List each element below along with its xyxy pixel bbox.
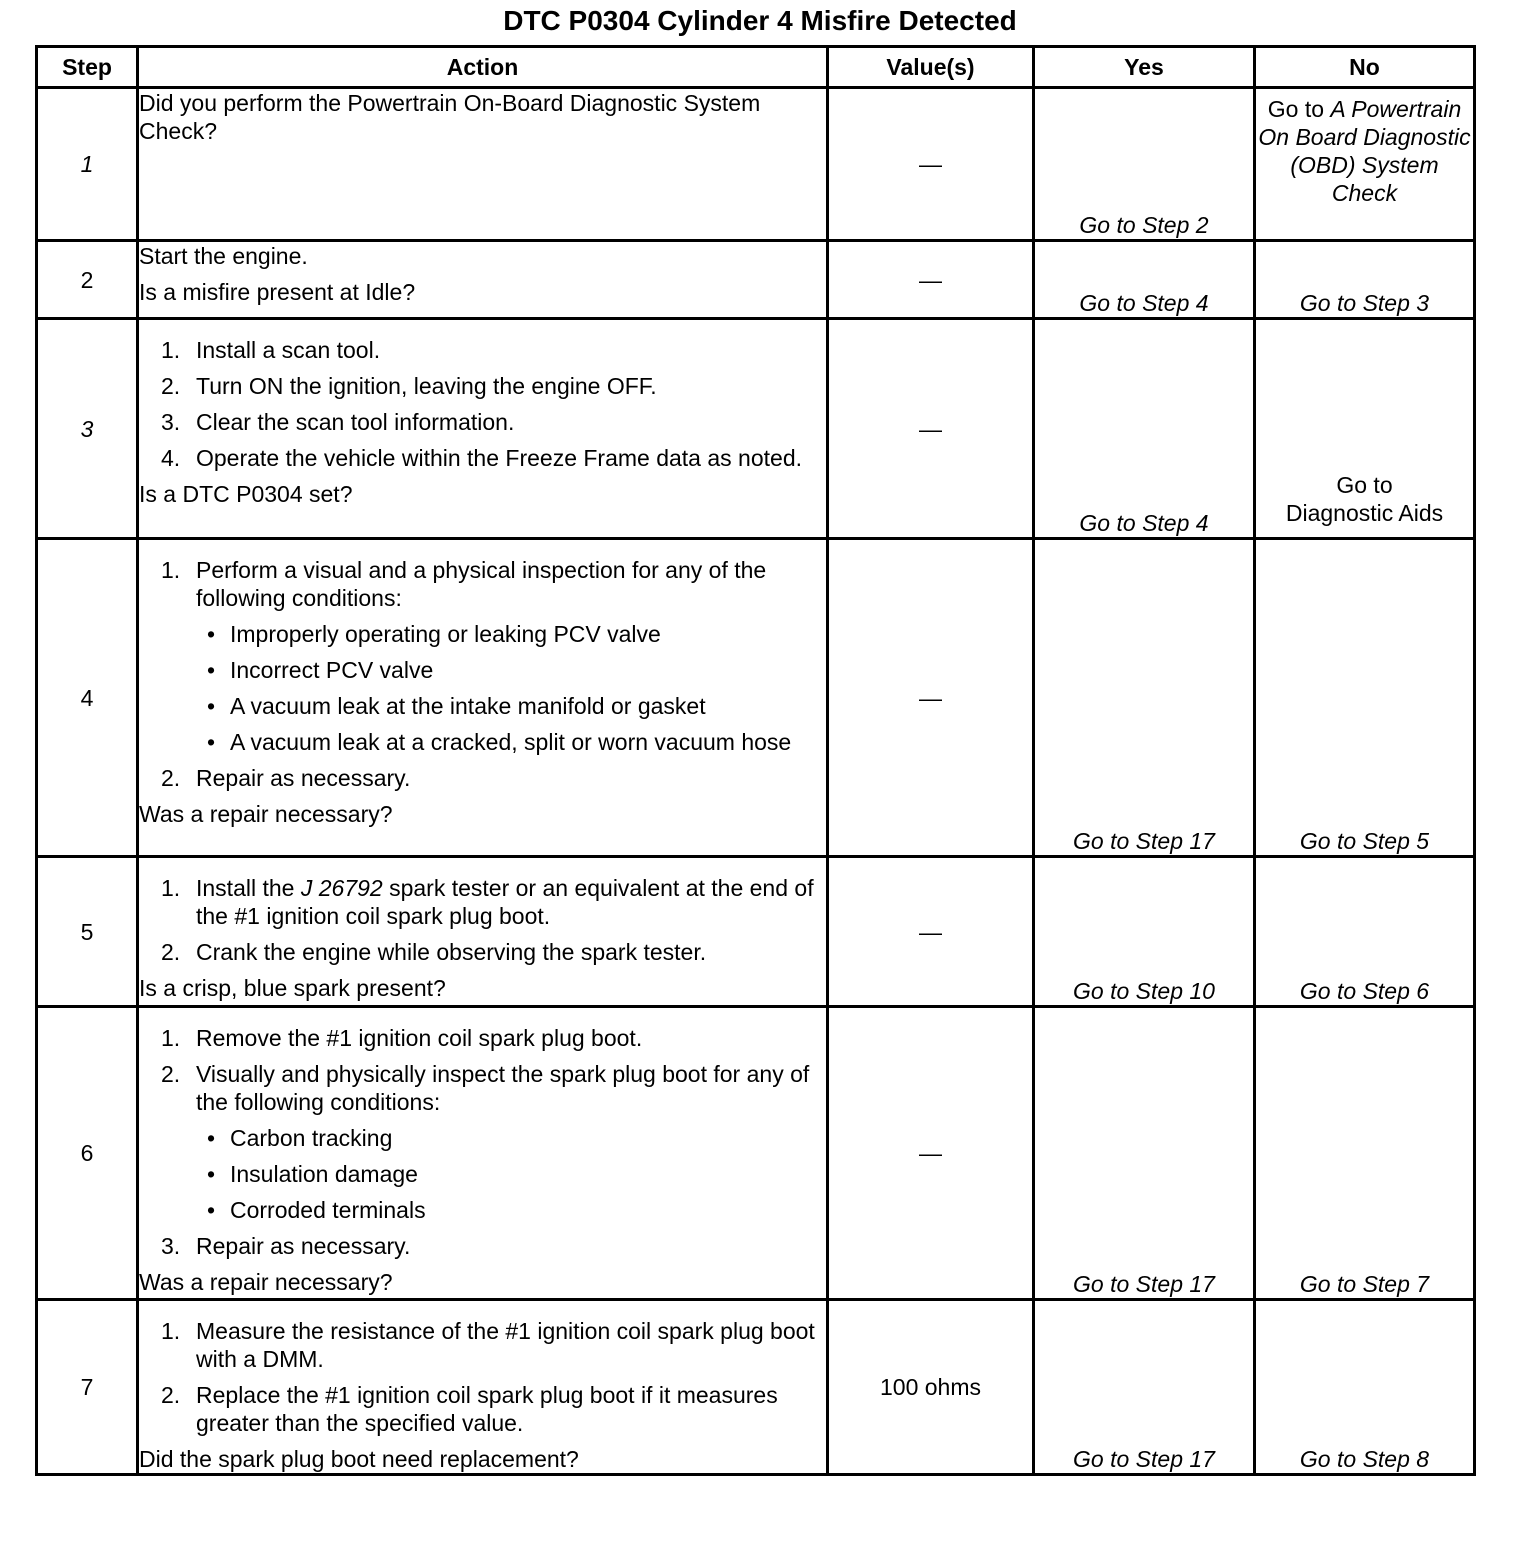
value-cell: —: [828, 88, 1034, 241]
no-cell: Go to Step 7: [1255, 1007, 1475, 1300]
action-bullet: • Corroded terminals: [207, 1197, 426, 1223]
no-cell: [1255, 88, 1475, 241]
action-bullet: • Improperly operating or leaking PCV valve: [207, 621, 661, 647]
action-cell: [138, 88, 828, 241]
action-item: 3. Repair as necessary.: [161, 1233, 411, 1259]
header-yes: Yes: [1034, 47, 1255, 88]
yes-cell: Go to Step 17: [1034, 1300, 1255, 1475]
step-number: 5: [37, 857, 138, 1007]
table-row: [37, 241, 1475, 319]
yes-cell: Go to Step 4: [1034, 319, 1255, 539]
value-cell: —: [828, 1007, 1034, 1300]
step-number: 1: [37, 88, 138, 241]
table-row: [37, 88, 1475, 241]
no-prefix: Go to: [1267, 96, 1331, 122]
step-number: 6: [37, 1007, 138, 1300]
action-item: 2. Visually and physically inspect the spark plug boot for any of the following conditions:: [161, 1061, 810, 1115]
action-item: 1. Perform a visual and a physical inspection for any of the following conditions:: [161, 557, 767, 611]
value-cell: —: [828, 319, 1034, 539]
action-cell: [138, 1007, 828, 1300]
action-question: Did the spark plug boot need replacement?: [139, 1446, 579, 1472]
action-cell: [138, 539, 828, 857]
action-item: 1. Install the J 26792 spark tester or an equivalent at the end of the #1 ignition coil spark plug boot.: [161, 875, 814, 929]
header-action: Action: [138, 47, 828, 88]
value-cell: 100 ohms: [828, 1300, 1034, 1475]
action-bullet: • A vacuum leak at the intake manifold or gasket: [207, 693, 706, 719]
action-cell: [138, 319, 828, 539]
action-item: 2. Crank the engine while observing the spark tester.: [161, 939, 707, 965]
action-question: Was a repair necessary?: [139, 1269, 393, 1295]
no-cell: Go to Step 6: [1255, 857, 1475, 1007]
table-row: [37, 857, 1475, 1007]
tool-reference: J 26792: [300, 875, 383, 901]
action-cell: [138, 857, 828, 1007]
action-bullet: • A vacuum leak at a cracked, split or worn vacuum hose: [207, 729, 792, 755]
action-cell: [138, 1300, 828, 1475]
action-bullet: • Insulation damage: [207, 1161, 418, 1187]
yes-cell: Go to Step 17: [1034, 539, 1255, 857]
diagnostic-table: [35, 45, 1476, 1476]
no-cell: Go to Step 8: [1255, 1300, 1475, 1475]
value-cell: —: [828, 241, 1034, 319]
header-step: Step: [37, 47, 138, 88]
action-item: 2. Replace the #1 ignition coil spark plug boot if it measures greater than the specified value.: [161, 1382, 778, 1436]
value-cell: —: [828, 539, 1034, 857]
action-question: Is a misfire present at Idle?: [139, 279, 416, 305]
action-item: 1. Remove the #1 ignition coil spark plug boot.: [161, 1025, 643, 1051]
yes-cell: Go to Step 10: [1034, 857, 1255, 1007]
action-cell: [138, 241, 828, 319]
table-row: [37, 319, 1475, 539]
action-item: 4. Operate the vehicle within the Freeze Frame data as noted.: [161, 445, 802, 471]
step-number: 7: [37, 1300, 138, 1475]
table-row: [37, 1007, 1475, 1300]
table-header-row: [37, 47, 1475, 88]
action-item: 2. Turn ON the ignition, leaving the engine OFF.: [161, 373, 657, 399]
no-cell: Go to Diagnostic Aids: [1255, 319, 1475, 539]
step-number: 3: [37, 319, 138, 539]
step-number: 4: [37, 539, 138, 857]
action-text: Start the engine.: [139, 243, 308, 269]
no-cell: Go to Step 5: [1255, 539, 1475, 857]
action-bullet: • Incorrect PCV valve: [207, 657, 434, 683]
action-text: Did you perform the Powertrain On-Board Diagnostic System Check?: [139, 90, 761, 144]
yes-cell: Go to Step 17: [1034, 1007, 1255, 1300]
action-bullet: • Carbon tracking: [207, 1125, 393, 1151]
table-row: [37, 1300, 1475, 1475]
value-cell: —: [828, 857, 1034, 1007]
action-item: 1. Measure the resistance of the #1 ignition coil spark plug boot with a DMM.: [161, 1318, 815, 1372]
action-item: 1. Install a scan tool.: [161, 337, 381, 363]
yes-cell: Go to Step 4: [1034, 241, 1255, 319]
action-question: Is a crisp, blue spark present?: [139, 975, 446, 1001]
yes-cell: Go to Step 2: [1034, 88, 1255, 241]
page-title: DTC P0304 Cylinder 4 Misfire Detected: [503, 5, 1017, 36]
step-number: 2: [37, 241, 138, 319]
header-values: Value(s): [828, 47, 1034, 88]
no-cell: Go to Step 3: [1255, 241, 1475, 319]
table-row: [37, 539, 1475, 857]
action-item: 3. Clear the scan tool information.: [161, 409, 515, 435]
no-link: A Powertrain On Board Diagnostic (OBD) System Check: [1258, 96, 1471, 206]
action-question: Was a repair necessary?: [139, 801, 393, 827]
action-item: 2. Repair as necessary.: [161, 765, 411, 791]
action-question: Is a DTC P0304 set?: [139, 481, 353, 507]
header-no: No: [1255, 47, 1475, 88]
